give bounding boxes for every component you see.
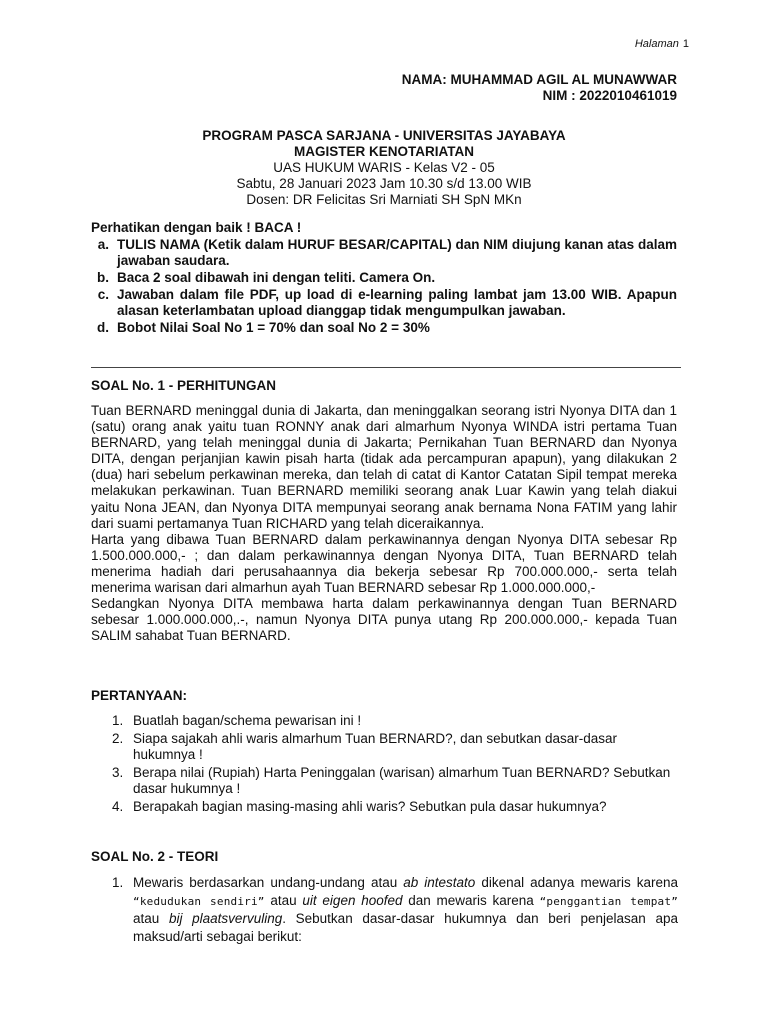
page-number-value: 1: [682, 38, 689, 50]
exam-heading: [0, 128, 768, 208]
instruction-item: [91, 237, 677, 269]
question-marker: 1.: [112, 713, 124, 728]
theory-text-part: Mewaris berdasarkan undang-undang atau: [133, 875, 404, 890]
page-label: Halaman: [634, 38, 679, 50]
instruction-text: Bobot Nilai Soal No 1 = 70% dan soal No 2 = 30%: [117, 320, 430, 335]
question-text: Siapa sajakah ahli waris almarhum Tuan BERNARD?, dan sebutkan dasar-dasar hukumnya !: [133, 730, 617, 762]
major-title: MAGISTER KENOTARIATAN: [294, 144, 474, 159]
pertanyaan-title: PERTANYAAN:: [91, 688, 188, 703]
question-item: [112, 765, 678, 798]
theory-text-part: . Sebutkan dasar-dasar hukumnya dan beri penjelasan apa maksud/arti sebagai berikut:: [133, 911, 678, 944]
theory-text-part: atau: [133, 911, 169, 926]
case-paragraph: Harta yang dibawa Tuan BERNARD dalam perkawinannya dengan Nyonya DITA sebesar Rp 1.500.000.000,- ; dan dalam perkawinannya dengan Nyonya DITA, Tuan BERNARD telah menerima hadiah dari perusahaannya dia bekerja sebesar Rp 700.000.000,- serta telah menerima warisan dari almarhun ayah Tuan BERNARD sebesar Rp 1.000.000.000,-: [91, 531, 677, 596]
program-title: PROGRAM PASCA SARJANA - UNIVERSITAS JAYABAYA: [202, 128, 566, 143]
exam-schedule: Sabtu, 28 Januari 2023 Jam 10.30 s/d 13.00 WIB: [236, 176, 532, 191]
theory-text: [133, 875, 678, 944]
instruction-item: [91, 270, 677, 286]
instruction-item: [91, 287, 677, 319]
instruction-item: [91, 320, 677, 336]
student-identity: [402, 72, 677, 104]
question-text: Berapa nilai (Rupiah) Harta Peninggalan (warisan) almarhum Tuan BERNARD? Sebutkan dasar hukumnya !: [133, 764, 671, 796]
theory-text-part: dan mewaris karena: [402, 892, 540, 908]
student-nim: NIM : 2022010461019: [542, 88, 677, 103]
section-divider: [91, 367, 681, 368]
theory-text-part: dikenal adanya mewaris karena: [475, 875, 678, 890]
term-penggantian-tempat: “penggantian tempat”: [539, 894, 679, 908]
soal1-title: SOAL No. 1 - PERHITUNGAN: [91, 378, 277, 393]
soal1-case-text: [91, 403, 677, 644]
question-text: Buatlah bagan/schema pewarisan ini !: [133, 713, 362, 728]
lecturer-name: Dosen: DR Felicitas Sri Marniati SH SpN MKn: [246, 192, 522, 207]
instructions-list: [91, 237, 677, 336]
instruction-marker: c.: [97, 287, 109, 302]
instruction-marker: d.: [97, 320, 109, 335]
question-marker: 2.: [112, 730, 124, 746]
page-number: [635, 36, 689, 53]
theory-marker: 1.: [112, 875, 124, 890]
instruction-text: Jawaban dalam file PDF, up load di e-learning paling lambat jam 13.00 WIB. Apapun alasan keterlambatan upload dianggap tidak mengumpulkan jawaban.: [117, 287, 677, 318]
exam-title: UAS HUKUM WARIS - Kelas V2 - 05: [273, 160, 495, 175]
question-list: [112, 713, 678, 816]
instructions: [91, 220, 677, 337]
instructions-intro: Perhatikan dengan baik ! BACA !: [91, 220, 302, 235]
question-item: [112, 713, 678, 730]
term-ab-intestato: ab intestato: [403, 875, 476, 890]
student-name: NAMA: MUHAMMAD AGIL AL MUNAWWAR: [401, 72, 677, 87]
question-marker: 4.: [112, 798, 124, 814]
question-item: [112, 731, 678, 764]
instruction-marker: b.: [97, 270, 109, 285]
instruction-marker: a.: [97, 237, 109, 252]
case-paragraph: Sedangkan Nyonya DITA membawa harta dalam perkawinannya dengan Tuan BERNARD sebesar 1.000.000.000,.-, namun Nyonya DITA punya utang Rp 200.000.000,- kepada Tuan SALIM sahabat Tuan BERNARD.: [91, 596, 677, 644]
soal2-title: SOAL No. 2 - TEORI: [91, 849, 219, 864]
instruction-text: Baca 2 soal dibawah ini dengan teliti. Camera On.: [117, 270, 436, 285]
term-bij-plaatsvervuling: bij plaatsvervuling: [168, 911, 283, 926]
question-text: Berapakah bagian masing-masing ahli waris? Sebutkan pula dasar hukumnya?: [133, 798, 607, 814]
theory-text-part: atau: [264, 892, 303, 908]
question-marker: 3.: [112, 764, 124, 780]
theory-item: [112, 874, 678, 945]
term-kedudukan-sendiri: “kedudukan sendiri”: [133, 894, 265, 908]
question-item: [112, 799, 678, 816]
theory-list: [112, 874, 678, 945]
term-uit-eigen-hoofed: uit eigen hoofed: [302, 892, 403, 908]
instruction-text: TULIS NAMA (Ketik dalam HURUF BESAR/CAPITAL) dan NIM diujung kanan atas dalam jawaban saudara.: [117, 237, 677, 268]
case-paragraph: Tuan BERNARD meninggal dunia di Jakarta, dan meninggalkan seorang istri Nyonya DITA dan 1 (satu) orang anak yaitu tuan RONNY anak dari almarhum Nyonya WINDA istri pertama Tuan BERNARD, yang telah meninggal dunia di Jakarta; Pernikahan Tuan BERNARD dan Nyonya DITA, dengan perjanjian kawin pisah harta (tidak ada percampuran apapun), yang dilakukan 2 (dua) hari sebelum perkawinan mereka, dan telah di catat di Kantor Catatan Sipil tempat mereka melakukan perkawinan. Tuan BERNARD memiliki seorang anak Luar Kawin yang telah diakui yaitu Nona JEAN, dan Nyonya DITA mempunyai seorang anak bernama Nona FATIM yang lahir dari suami pertamanya Tuan RICHARD yang telah diceraikannya.: [91, 403, 677, 531]
